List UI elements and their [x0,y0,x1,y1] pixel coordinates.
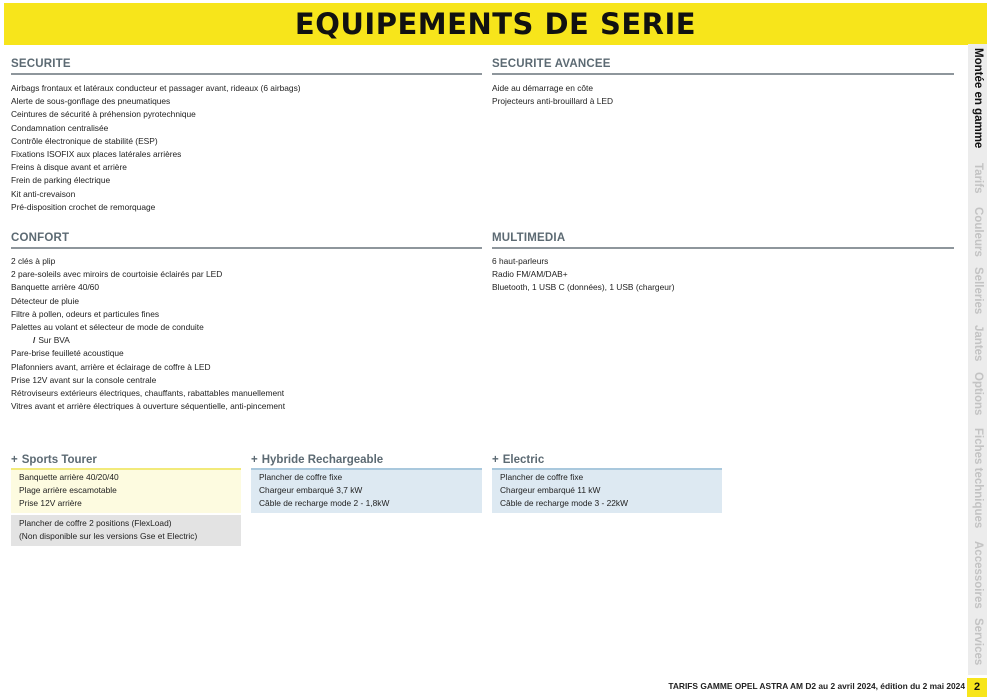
section-title: SECURITE [11,58,71,70]
section-title: MULTIMEDIA [492,232,566,244]
list-item: Pare-brise feuilleté acoustique [11,348,124,359]
list-item: Détecteur de pluie [11,295,79,306]
tab-accessoires[interactable]: Accessoires [972,541,984,609]
box-items [251,470,482,513]
section-title: CONFORT [11,232,70,244]
box-items [11,470,241,513]
plus-icon: + [251,454,258,466]
section-title: SECURITE AVANCEE [492,58,611,70]
box-extra-items [11,515,241,546]
box-sports-tourer [11,453,241,546]
tab-services[interactable]: Services [972,618,984,666]
list-item: Plancher de coffre fixe [259,472,343,482]
list-item: Ceintures de sécurité à préhension pyrotechnique [11,109,196,120]
list-item: Rétroviseurs extérieurs électriques, chauffants, rabattables manuellement [11,388,285,399]
list-item: Filtre à pollen, odeurs et particules fines [11,308,160,319]
list-item: Banquette arrière 40/20/40 [19,472,119,482]
tab-couleurs[interactable]: Couleurs [972,207,984,257]
tab-fiches-techniques[interactable]: Fiches techniques [972,428,984,529]
tab-jantes[interactable]: Jantes [972,325,984,362]
list-item: Airbags frontaux et latéraux conducteur et passager avant, rideaux (6 airbags) [11,83,301,93]
list-item: Plancher de coffre 2 positions (FlexLoad) [19,517,172,528]
list-item: 2 pare-soleils avec miroirs de courtoisie éclairés par LED [11,269,223,280]
list-item: Plage arrière escamotable [19,485,117,496]
box-title [11,453,241,468]
tab-tarifs[interactable]: Tarifs [972,163,984,194]
box-items [492,470,722,513]
list-item: Banquette arrière 40/60 [11,282,99,293]
list-item: Radio FM/AM/DAB+ [492,269,568,280]
section-divider [11,247,482,249]
list-item: 2 clés à plip [11,256,56,266]
page-number: 2 [967,678,987,697]
item-list [11,82,482,214]
box-title [492,453,722,468]
box-hybride-rechargeable [251,453,482,513]
section-confort [11,230,482,413]
box-title [251,453,482,468]
list-item: Fixations ISOFIX aux places latérales arrières [11,149,182,160]
list-item: Prise 12V arrière [19,498,82,509]
page-title: EQUIPEMENTS DE SERIE [294,7,697,41]
list-item: Plancher de coffre fixe [500,472,584,482]
section-securite [11,56,482,214]
list-item: Chargeur embarqué 3,7 kW [259,485,363,496]
list-item: Bluetooth, 1 USB C (données), 1 USB (chargeur) [492,282,675,293]
list-item: Projecteurs anti-brouillard à LED [492,96,614,107]
footer-text: TARIFS GAMME OPEL ASTRA AM D2 au 2 avril 2024, édition du 2 mai 2024 [668,681,965,691]
list-item: Vitres avant et arrière électriques à ouverture séquentielle, anti-pincement [11,401,286,412]
plus-icon: + [11,454,18,466]
list-item: Câble de recharge mode 2 - 1,8kW [259,498,390,509]
list-item: Plafonniers avant, arrière et éclairage de coffre à LED [11,361,211,372]
list-item: Kit anti-crevaison [11,188,76,199]
sub-item-label: Sur BVA [38,335,70,346]
box-title-label: Electric [502,454,545,466]
box-title-label: Hybride Rechargeable [261,454,384,466]
list-item: Pré-disposition crochet de remorquage [11,201,156,212]
title-banner [4,3,987,45]
list-item: Aide au démarrage en côte [492,83,594,93]
list-item: Frein de parking électrique [11,175,111,186]
box-electric [492,453,722,513]
section-divider [11,73,482,75]
section-securite-avancee [492,56,954,108]
tab-montee-en-gamme[interactable]: Montée en gamme [972,48,984,149]
plus-icon: + [492,454,499,466]
item-list [492,82,954,108]
item-list [492,255,954,295]
list-sub-item [11,334,482,347]
list-item: Palettes au volant et sélecteur de mode de conduite [11,322,204,333]
section-multimedia [492,230,954,295]
box-title-label: Sports Tourer [21,454,97,466]
section-divider [492,247,954,249]
section-divider [492,73,954,75]
list-item: Câble de recharge mode 3 - 22kW [500,498,629,509]
tab-selleries[interactable]: Selleries [972,267,984,315]
list-item: 6 haut-parleurs [492,256,549,266]
tab-options[interactable]: Options [972,372,984,416]
side-nav [968,44,987,675]
list-item: Alerte de sous-gonflage des pneumatiques [11,96,171,107]
list-item: Condamnation centralisée [11,122,109,133]
list-item: Chargeur embarqué 11 kW [500,485,601,496]
sub-item-marker: / [33,335,36,346]
list-item: Prise 12V avant sur la console centrale [11,374,157,385]
item-list [11,255,482,413]
list-item: Freins à disque avant et arrière [11,162,127,173]
list-item: (Non disponible sur les versions Gse et Electric) [19,530,198,541]
list-item: Contrôle électronique de stabilité (ESP) [11,135,158,146]
